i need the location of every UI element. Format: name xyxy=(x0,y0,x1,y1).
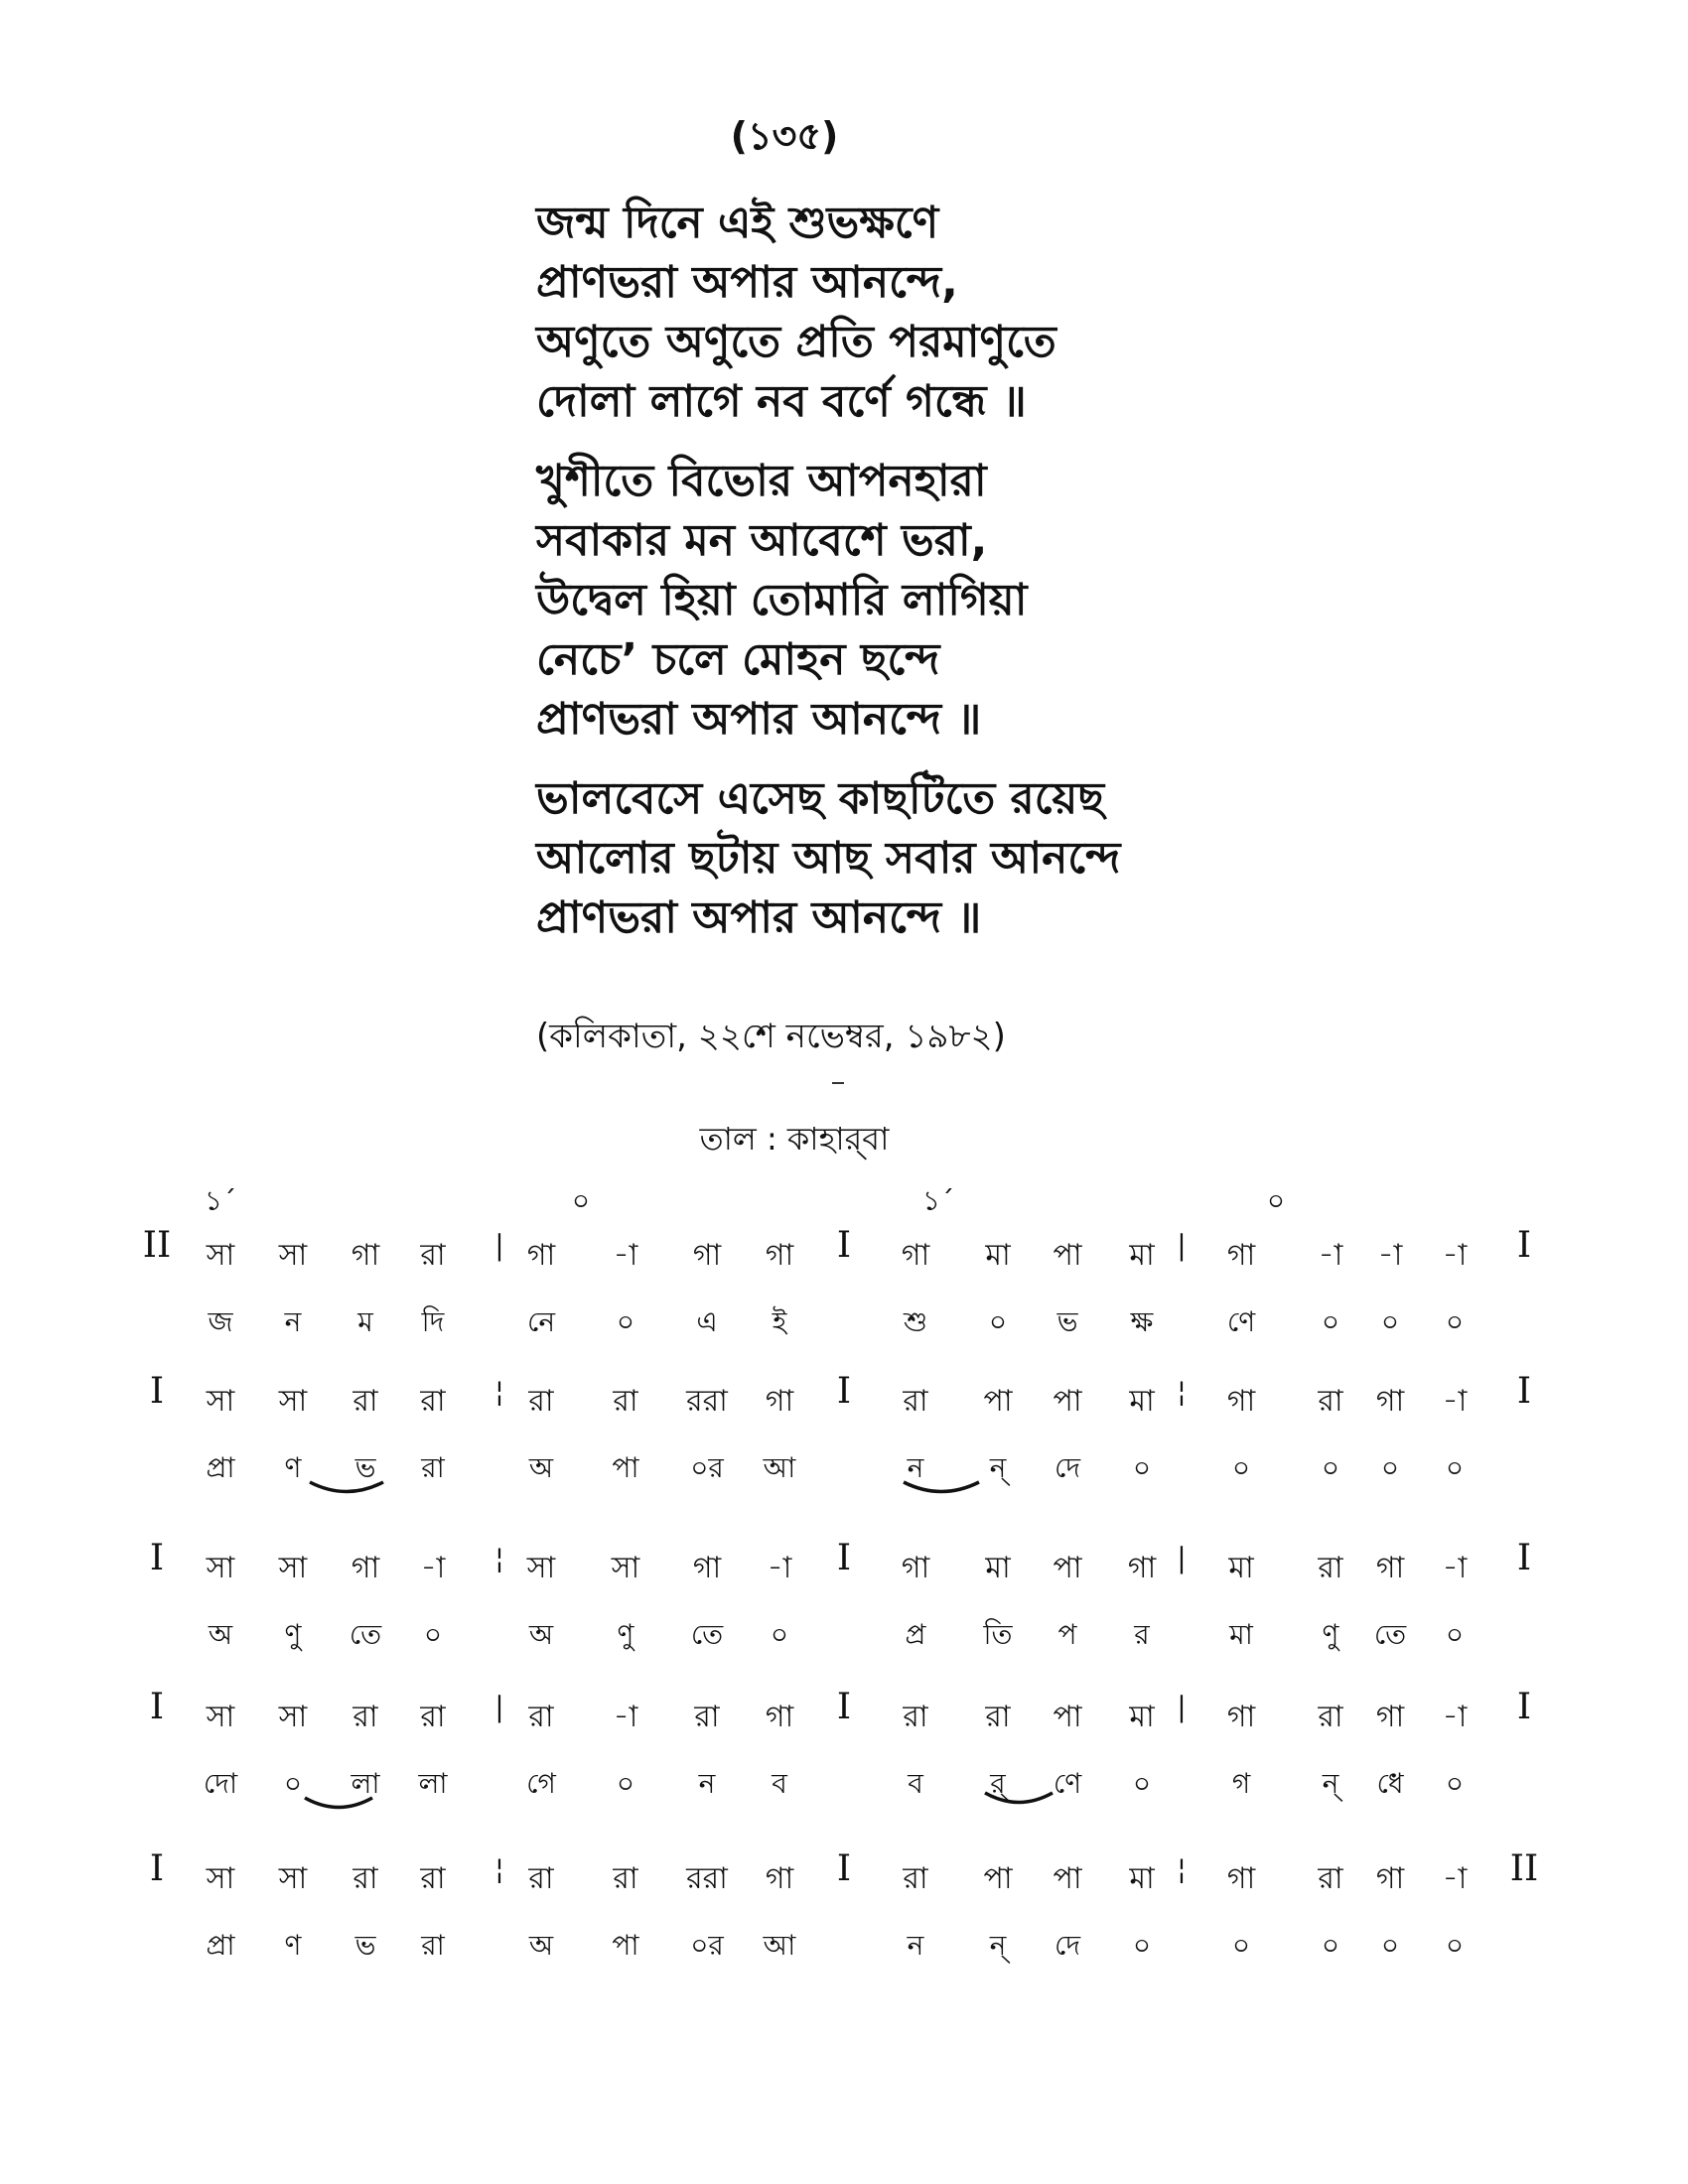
swara-note: রা xyxy=(420,1384,446,1419)
poem-line: সবাকার মন আবেশে ভরা, xyxy=(536,515,988,566)
swara-note: গা xyxy=(692,1551,722,1585)
swara-note: -া xyxy=(1442,1551,1468,1585)
lyric-syllable: আ xyxy=(763,1451,796,1484)
swara-note: রা xyxy=(420,1238,446,1273)
swara-note: রা xyxy=(352,1700,378,1734)
lyric-syllable: ভ xyxy=(1056,1305,1078,1338)
end-barline: I xyxy=(1516,1225,1532,1266)
swara-note: সা xyxy=(278,1700,308,1734)
swara-note: -া xyxy=(1442,1384,1468,1419)
swara-note: সা xyxy=(278,1861,308,1896)
lyric-syllable: ০ xyxy=(1380,1929,1400,1962)
lyric-syllable: লা xyxy=(351,1767,380,1800)
lyric-syllable: ০ xyxy=(1132,1767,1152,1800)
poem-line: ভালবেসে এসেছ কাছটিতে রয়েছ xyxy=(536,773,1105,824)
slur-tie xyxy=(902,1479,981,1501)
beat-marker: ১´ xyxy=(921,1184,955,1217)
lyric-syllable: ণু xyxy=(617,1618,634,1651)
lyric-syllable: ০ xyxy=(1445,1618,1465,1651)
swara-note: -া xyxy=(420,1551,446,1585)
lyric-syllable: রা xyxy=(421,1451,445,1484)
lyric-syllable: ভ xyxy=(354,1451,376,1484)
lyric-syllable: ন xyxy=(907,1929,924,1962)
lyric-syllable: আ xyxy=(763,1929,796,1962)
lyric-syllable: ণে xyxy=(1053,1767,1082,1800)
lyric-syllable: ভ xyxy=(354,1929,376,1962)
swara-note: -া xyxy=(1442,1700,1468,1734)
poem-line: প্রাণভরা অপার আনন্দে, xyxy=(536,257,958,308)
swara-note: রা xyxy=(420,1861,446,1896)
slur-tie xyxy=(308,1479,385,1501)
swara-note: সা xyxy=(206,1551,235,1585)
beat-barline: | xyxy=(1177,1229,1187,1262)
lyric-syllable: ০র xyxy=(690,1451,724,1484)
lyric-syllable: অ xyxy=(528,1929,554,1962)
lyric-syllable: তে xyxy=(690,1618,724,1651)
date-place-note: (কলিকাতা, ২২শে নভেম্বর, ১৯৮২) xyxy=(536,1017,1006,1056)
beat-barline: | xyxy=(494,1691,504,1723)
poem-line: নেচে’ চলে মোহন ছন্দে xyxy=(536,634,940,685)
lyric-syllable: ন্ xyxy=(1322,1767,1339,1800)
lyric-syllable: ন্ xyxy=(989,1929,1007,1962)
swara-note: গা xyxy=(692,1238,722,1273)
lyric-syllable: ন xyxy=(698,1767,716,1800)
beat-barline: ¦ xyxy=(1177,1852,1187,1885)
swara-note: গা xyxy=(351,1238,380,1273)
lyric-syllable: ০ xyxy=(770,1618,789,1651)
beat-barline: ¦ xyxy=(494,1375,504,1408)
lyric-syllable: ০ xyxy=(1380,1305,1400,1338)
swara-note: রা xyxy=(420,1700,446,1734)
lyric-syllable: ০র xyxy=(690,1929,724,1962)
swara-note: গা xyxy=(765,1861,794,1896)
swara-note: মা xyxy=(1129,1238,1155,1273)
swara-note: মা xyxy=(985,1551,1011,1585)
lyric-syllable: ০ xyxy=(1321,1305,1340,1338)
lyric-syllable: অ xyxy=(528,1451,554,1484)
lyric-syllable: গে xyxy=(526,1767,556,1800)
beat-barline: | xyxy=(494,1229,504,1262)
swara-note: -া xyxy=(1377,1238,1403,1273)
lyric-syllable: ০ xyxy=(1321,1929,1340,1962)
section-barline: I xyxy=(836,1687,852,1727)
swara-note: গা xyxy=(1127,1551,1157,1585)
swara-note: রা xyxy=(613,1861,638,1896)
lyric-syllable: ০ xyxy=(1231,1451,1251,1484)
swara-note: গা xyxy=(526,1238,556,1273)
swara-note: -া xyxy=(613,1238,638,1273)
end-barline: I xyxy=(1516,1538,1532,1578)
lyric-syllable: ০ xyxy=(1445,1451,1465,1484)
swara-note: রা xyxy=(903,1861,928,1896)
lyric-syllable: ণ xyxy=(284,1929,302,1962)
swara-note: রা xyxy=(985,1700,1011,1734)
lyric-syllable: দো xyxy=(203,1767,238,1800)
page-number: (১৩৫) xyxy=(730,114,839,158)
lyric-syllable: তি xyxy=(983,1618,1013,1651)
lyric-syllable: নে xyxy=(526,1305,556,1338)
lyric-syllable: ০ xyxy=(423,1618,443,1651)
swara-note: -া xyxy=(613,1700,638,1734)
lyric-syllable: পা xyxy=(612,1451,639,1484)
swara-note: পা xyxy=(1053,1700,1082,1734)
swara-note: পা xyxy=(1053,1238,1082,1273)
lyric-syllable: শু xyxy=(903,1305,928,1338)
swara-note: গা xyxy=(1375,1551,1405,1585)
lyric-syllable: রা xyxy=(421,1929,445,1962)
lyric-syllable: অ xyxy=(528,1618,554,1651)
beat-barline: | xyxy=(1177,1691,1187,1723)
lyric-syllable: ধে xyxy=(1376,1767,1404,1800)
swara-note: ররা xyxy=(686,1861,728,1896)
lyric-syllable: প্রা xyxy=(206,1929,235,1962)
swara-note: গা xyxy=(1375,1861,1405,1896)
section-barline: I xyxy=(836,1538,852,1578)
swara-note: মা xyxy=(1228,1551,1254,1585)
swara-note: রা xyxy=(1318,1700,1343,1734)
swara-note: সা xyxy=(206,1238,235,1273)
swara-note: গা xyxy=(765,1384,794,1419)
start-barline: II xyxy=(142,1225,172,1266)
poem-line: খুশীতে বিভোর আপনহারা xyxy=(536,456,987,506)
lyric-syllable: দে xyxy=(1054,1451,1081,1484)
lyric-syllable: দে xyxy=(1054,1929,1081,1962)
swara-note: মা xyxy=(1129,1700,1155,1734)
start-barline: I xyxy=(149,1538,165,1578)
lyric-syllable: ন xyxy=(907,1451,924,1484)
swara-note: সা xyxy=(278,1551,308,1585)
poem-line: প্রাণভরা অপার আনন্দে ॥ xyxy=(536,694,982,745)
lyric-syllable: র xyxy=(1134,1618,1150,1651)
swara-note: গা xyxy=(1226,1861,1256,1896)
swara-note: রা xyxy=(352,1861,378,1896)
swara-note: সা xyxy=(526,1551,556,1585)
swara-note: রা xyxy=(1318,1861,1343,1896)
lyric-syllable: জ xyxy=(208,1305,233,1338)
swara-note: গা xyxy=(1375,1700,1405,1734)
lyric-syllable: ই xyxy=(772,1305,787,1338)
lyric-syllable: প্রা xyxy=(206,1451,235,1484)
lyric-syllable: ০ xyxy=(1132,1929,1152,1962)
swara-note: গা xyxy=(1226,1384,1256,1419)
swara-note: গা xyxy=(765,1238,794,1273)
lyric-syllable: ব xyxy=(772,1767,787,1800)
swara-note: -া xyxy=(767,1551,792,1585)
lyric-syllable: ণু xyxy=(1322,1618,1339,1651)
poem-line: উদ্বেল হিয়া তোমারি লাগিয়া xyxy=(536,575,1028,625)
swara-note: রা xyxy=(352,1384,378,1419)
swara-note: রা xyxy=(1318,1551,1343,1585)
lyric-syllable: ০ xyxy=(1321,1451,1340,1484)
start-barline: I xyxy=(149,1848,165,1889)
lyric-syllable: দি xyxy=(421,1305,445,1338)
swara-note: রা xyxy=(903,1384,928,1419)
swara-note: ররা xyxy=(686,1384,728,1419)
lyric-syllable: ব xyxy=(908,1767,923,1800)
lyric-syllable: ণে xyxy=(1226,1305,1256,1338)
swara-note: পা xyxy=(1053,1861,1082,1896)
beat-barline: | xyxy=(1177,1542,1187,1574)
swara-note: গা xyxy=(901,1551,930,1585)
poem-line: অণুতে অণুতে প্রতি পরমাণুতে xyxy=(536,317,1056,367)
poem-line: আলোর ছটায় আছ সবার আনন্দে xyxy=(536,833,1121,884)
swara-note: মা xyxy=(985,1238,1011,1273)
swara-note: রা xyxy=(903,1700,928,1734)
swara-note: গা xyxy=(1226,1238,1256,1273)
swara-note: গা xyxy=(1375,1384,1405,1419)
lyric-syllable: ম xyxy=(357,1305,373,1338)
swara-note: -া xyxy=(1442,1861,1468,1896)
section-barline: I xyxy=(836,1371,852,1412)
swara-note: রা xyxy=(1318,1384,1343,1419)
start-barline: I xyxy=(149,1371,165,1412)
swara-note: সা xyxy=(206,1384,235,1419)
lyric-syllable: ন xyxy=(284,1305,302,1338)
beat-marker: ০ xyxy=(1266,1184,1286,1217)
lyric-syllable: পা xyxy=(612,1929,639,1962)
lyric-syllable: তে xyxy=(1373,1618,1407,1651)
swara-note: গা xyxy=(1226,1700,1256,1734)
swara-note: -া xyxy=(1442,1238,1468,1273)
swara-note: গা xyxy=(901,1238,930,1273)
swara-note: সা xyxy=(611,1551,640,1585)
lyric-syllable: এ xyxy=(696,1305,718,1338)
swara-note: রা xyxy=(528,1861,554,1896)
swara-note: পা xyxy=(983,1384,1013,1419)
lyric-syllable: ০ xyxy=(1445,1767,1465,1800)
lyric-syllable: মা xyxy=(1229,1618,1253,1651)
lyric-syllable: ০ xyxy=(1231,1929,1251,1962)
lyric-syllable: ০ xyxy=(616,1767,635,1800)
section-barline: I xyxy=(836,1848,852,1889)
lyric-syllable: ০ xyxy=(988,1305,1008,1338)
swara-note: পা xyxy=(1053,1384,1082,1419)
lyric-syllable: প xyxy=(1057,1618,1077,1651)
lyric-syllable: ০ xyxy=(1132,1451,1152,1484)
swara-note: রা xyxy=(528,1384,554,1419)
lyric-syllable: ০ xyxy=(1445,1929,1465,1962)
lyric-syllable: গ xyxy=(1231,1767,1251,1800)
swara-note: গা xyxy=(765,1700,794,1734)
beat-marker: ১´ xyxy=(204,1184,237,1217)
poem-line: জন্ম দিনে এই শুভক্ষণে xyxy=(536,198,939,248)
beat-marker: ০ xyxy=(571,1184,591,1217)
beat-barline: ¦ xyxy=(1177,1375,1187,1408)
swara-note: পা xyxy=(983,1861,1013,1896)
swara-note: রা xyxy=(528,1700,554,1734)
swara-note: সা xyxy=(206,1861,235,1896)
slur-tie xyxy=(983,1790,1055,1812)
start-barline: I xyxy=(149,1687,165,1727)
swara-note: গা xyxy=(351,1551,380,1585)
beat-barline: ¦ xyxy=(494,1852,504,1885)
lyric-syllable: র্ xyxy=(990,1767,1006,1800)
section-barline: I xyxy=(836,1225,852,1266)
swara-note: মা xyxy=(1129,1861,1155,1896)
swara-note: সা xyxy=(278,1238,308,1273)
swara-note: সা xyxy=(206,1700,235,1734)
lyric-syllable: অ xyxy=(208,1618,233,1651)
lyric-syllable: লা xyxy=(418,1767,448,1800)
swara-note: পা xyxy=(1053,1551,1082,1585)
swara-note: রা xyxy=(694,1700,720,1734)
lyric-syllable: ণ xyxy=(284,1451,302,1484)
slur-tie xyxy=(303,1795,374,1817)
lyric-syllable: ন্ xyxy=(989,1451,1007,1484)
tal-label: তাল : কাহার্‌বা xyxy=(699,1120,890,1158)
swara-note: রা xyxy=(613,1384,638,1419)
poem-line: দোলা লাগে নব বর্ণে গন্ধে ॥ xyxy=(536,376,1027,427)
lyric-syllable: ক্ষ xyxy=(1130,1305,1154,1338)
end-barline: I xyxy=(1516,1371,1532,1412)
end-barline: II xyxy=(1509,1848,1539,1889)
beat-barline: ¦ xyxy=(494,1542,504,1574)
lyric-syllable: ০ xyxy=(616,1305,635,1338)
lyric-syllable: ণু xyxy=(284,1618,302,1651)
end-barline: I xyxy=(1516,1687,1532,1727)
lyric-syllable: ০ xyxy=(283,1767,303,1800)
poem-line: প্রাণভরা অপার আনন্দে ॥ xyxy=(536,892,982,943)
swara-note: সা xyxy=(278,1384,308,1419)
lyric-syllable: প্র xyxy=(905,1618,926,1651)
lyric-syllable: ০ xyxy=(1445,1305,1465,1338)
swara-note: মা xyxy=(1129,1384,1155,1419)
swara-note: -া xyxy=(1318,1238,1343,1273)
lyric-syllable: তে xyxy=(349,1618,382,1651)
lyric-syllable: ০ xyxy=(1380,1451,1400,1484)
